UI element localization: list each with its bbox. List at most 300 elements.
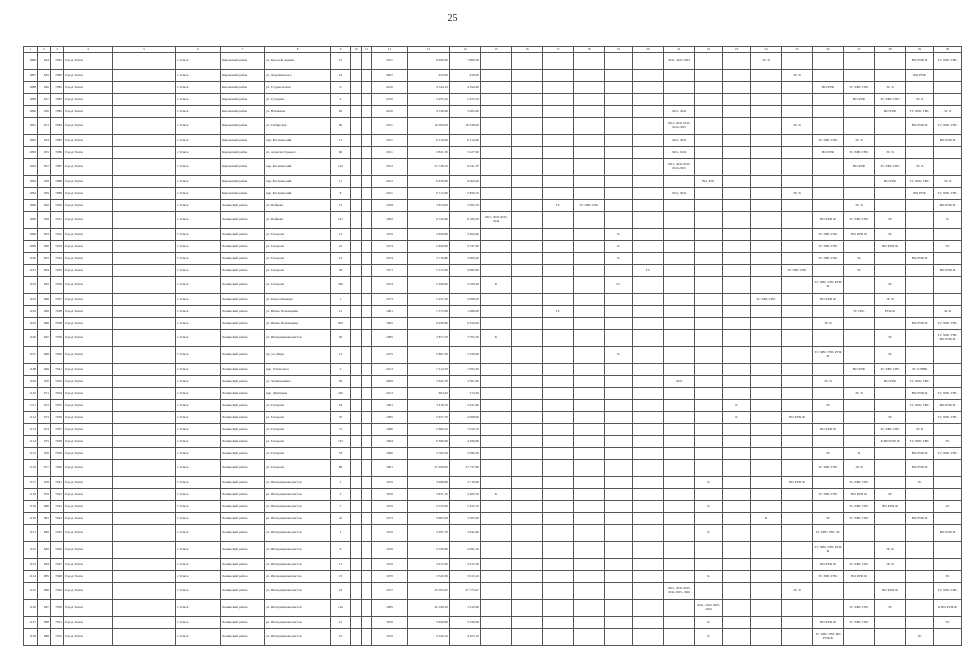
settlement-cell: г. Томск xyxy=(176,265,221,277)
year-cell: 1981 xyxy=(372,400,408,412)
city-cell: Город Томск xyxy=(64,376,113,388)
row-code: 7041 xyxy=(51,364,64,376)
work-type-cell: ЭС Х xyxy=(844,135,875,147)
empty-cell xyxy=(351,135,362,147)
district-cell: Ленинский район xyxy=(221,376,265,388)
table-row xyxy=(24,629,962,646)
district-cell: Ленинский район xyxy=(221,489,265,501)
row-code: 7048 xyxy=(51,571,64,583)
work-type-cell: ЭС xyxy=(875,330,906,347)
work-type-cell xyxy=(481,364,512,376)
work-type-cell xyxy=(512,400,543,412)
city-cell: Город Томск xyxy=(64,436,113,448)
area-cell: 3 628,60 xyxy=(408,229,450,241)
empty-cell xyxy=(351,70,362,82)
work-type-cell xyxy=(481,513,512,525)
work-type-cell: ТС ГВС xyxy=(844,306,875,318)
table-row xyxy=(24,364,962,376)
row-id: 668 xyxy=(38,306,51,318)
row-id: 685 xyxy=(38,571,51,583)
work-type-cell xyxy=(723,318,751,330)
city-cell: Город Томск xyxy=(64,617,113,629)
row-id: 658 xyxy=(38,176,51,188)
work-type-cell xyxy=(605,330,633,347)
work-type-cell xyxy=(906,617,934,629)
year-cell: 2011 xyxy=(372,188,408,200)
area-cell: 5 540,10 xyxy=(408,629,450,646)
row-code: 7040 xyxy=(51,460,64,477)
work-type-cell xyxy=(512,82,543,94)
row-code: 7051 xyxy=(51,617,64,629)
work-type-cell: ТС ХВС ГВС xyxy=(906,436,934,448)
area-cell: 4 544,10 xyxy=(408,82,450,94)
year-cell: 2009 xyxy=(372,376,408,388)
work-type-cell xyxy=(481,617,512,629)
work-type-cell xyxy=(512,118,543,135)
work-type-cell xyxy=(633,583,664,600)
row-code: 7038 xyxy=(51,318,64,330)
work-type-cell xyxy=(512,376,543,388)
year-cell: 1976 xyxy=(372,229,408,241)
work-type-cell xyxy=(664,306,695,318)
empty-cell xyxy=(113,629,176,646)
city-cell: Город Томск xyxy=(64,106,113,118)
street-cell: ул. Говорова xyxy=(265,253,331,265)
work-type-cell xyxy=(751,477,782,489)
table-row xyxy=(24,94,962,106)
work-type-cell: ГС xyxy=(543,200,574,212)
work-type-cell xyxy=(723,364,751,376)
work-type-cell xyxy=(512,94,543,106)
work-type-cell xyxy=(664,200,695,212)
work-type-cell xyxy=(751,571,782,583)
empty-cell xyxy=(113,70,176,82)
work-type-cell: ТС ХВС ГВС xyxy=(875,364,906,376)
work-type-cell xyxy=(512,542,543,559)
empty-cell xyxy=(351,176,362,188)
living-area-cell: 3 463,70 xyxy=(450,489,481,501)
work-type-cell xyxy=(481,135,512,147)
area-cell: 27 299,00 xyxy=(408,460,450,477)
table-row xyxy=(24,118,962,135)
column-number-header: 29 xyxy=(906,47,934,53)
work-type-cell: К xyxy=(695,501,723,513)
row-number: 1106 xyxy=(24,330,38,347)
street-cell: ул. Алексея Горького xyxy=(265,147,331,159)
work-type-cell xyxy=(543,70,574,82)
column-number-header: 2 xyxy=(38,47,51,53)
work-type-cell xyxy=(723,424,751,436)
work-type-cell xyxy=(723,629,751,646)
work-type-cell xyxy=(695,294,723,306)
settlement-cell: г. Томск xyxy=(176,424,221,436)
empty-cell xyxy=(362,617,372,629)
work-type-cell xyxy=(574,265,605,277)
district-cell: Кировский район xyxy=(221,176,265,188)
settlement-cell: г. Томск xyxy=(176,176,221,188)
work-type-cell xyxy=(695,277,723,294)
district-cell: Ленинский район xyxy=(221,364,265,376)
work-type-cell xyxy=(695,200,723,212)
work-type-cell xyxy=(751,241,782,253)
area-cell: 925,00 xyxy=(408,70,450,82)
empty-cell xyxy=(351,94,362,106)
work-type-cell xyxy=(574,159,605,176)
work-type-cell: ЭС К xyxy=(875,294,906,306)
house-cell: 19а xyxy=(331,600,351,617)
row-id: 666 xyxy=(38,294,51,306)
empty-cell xyxy=(113,118,176,135)
column-number-header: 12 xyxy=(372,47,408,53)
row-number: 1088 xyxy=(24,82,38,94)
work-type-cell xyxy=(543,542,574,559)
work-type-cell xyxy=(782,400,813,412)
row-number: 1098 xyxy=(24,229,38,241)
row-id: 659 xyxy=(38,188,51,200)
city-cell: Город Томск xyxy=(64,70,113,82)
year-cell: 1974 xyxy=(372,241,408,253)
work-type-cell xyxy=(543,94,574,106)
row-code: 7082 xyxy=(51,82,64,94)
empty-cell xyxy=(113,525,176,542)
year-cell: 2011 xyxy=(372,135,408,147)
house-cell: 86 xyxy=(331,460,351,477)
row-id: 669 xyxy=(38,364,51,376)
settlement-cell: г. Томск xyxy=(176,277,221,294)
city-cell: Город Томск xyxy=(64,412,113,424)
area-cell: 3 831,10 xyxy=(408,489,450,501)
work-type-cell xyxy=(782,571,813,583)
house-cell: 7а xyxy=(331,424,351,436)
work-type-cell xyxy=(574,106,605,118)
work-type-cell xyxy=(543,513,574,525)
work-type-cell xyxy=(481,448,512,460)
work-type-cell xyxy=(813,388,844,400)
empty-cell xyxy=(351,82,362,94)
column-number-header: 5 xyxy=(113,47,176,53)
city-cell: Город Томск xyxy=(64,501,113,513)
street-cell: ул. Говорова xyxy=(265,448,331,460)
work-type-cell xyxy=(695,460,723,477)
work-type-cell: ВО РУФ xyxy=(844,159,875,176)
empty-cell xyxy=(351,376,362,388)
work-type-cell xyxy=(543,159,574,176)
work-type-cell: К xyxy=(723,412,751,424)
work-type-cell xyxy=(633,525,664,542)
work-type-cell xyxy=(934,277,962,294)
area-cell: 904,20 xyxy=(408,388,450,400)
work-type-cell xyxy=(574,571,605,583)
work-type-cell: ВО РУФ Ф xyxy=(782,477,813,489)
work-type-cell xyxy=(605,424,633,436)
work-type-cell xyxy=(723,159,751,176)
work-type-cell xyxy=(481,82,512,94)
work-type-cell: ТС ХВС ГВС xyxy=(813,229,844,241)
work-type-cell xyxy=(633,200,664,212)
work-type-cell xyxy=(695,241,723,253)
empty-cell xyxy=(113,229,176,241)
living-area-cell: 313,20 xyxy=(450,388,481,400)
work-type-cell: ЭС Х xyxy=(875,147,906,159)
work-type-cell xyxy=(695,94,723,106)
year-cell: 2010 xyxy=(372,94,408,106)
work-type-cell xyxy=(723,525,751,542)
work-type-cell xyxy=(605,188,633,200)
work-type-cell xyxy=(695,400,723,412)
work-type-cell xyxy=(934,364,962,376)
house-cell: 1 xyxy=(331,477,351,489)
work-type-cell xyxy=(875,400,906,412)
district-cell: Кировский район xyxy=(221,118,265,135)
work-type-cell xyxy=(695,135,723,147)
area-cell: 3 640,90 xyxy=(408,617,450,629)
city-cell: Город Томск xyxy=(64,306,113,318)
work-type-cell xyxy=(751,159,782,176)
work-type-cell: ЭС К xyxy=(934,306,962,318)
street-cell: ул. Сибирская xyxy=(265,118,331,135)
work-type-cell xyxy=(782,364,813,376)
work-type-cell xyxy=(512,135,543,147)
work-type-cell: ЭС К xyxy=(813,318,844,330)
house-cell: 3 xyxy=(331,489,351,501)
work-type-cell xyxy=(543,118,574,135)
work-type-cell xyxy=(481,600,512,617)
area-cell: 1 573,00 xyxy=(408,306,450,318)
work-type-cell: ТС ХВС ГВС xyxy=(813,460,844,477)
work-type-cell xyxy=(664,489,695,501)
work-type-cell: ЭС xyxy=(934,617,962,629)
city-cell: Город Томск xyxy=(64,294,113,306)
work-type-cell xyxy=(782,306,813,318)
column-number-header: 13 xyxy=(408,47,450,53)
work-type-cell xyxy=(664,277,695,294)
empty-cell xyxy=(362,559,372,571)
row-code: 7050 xyxy=(51,600,64,617)
work-type-cell: ВО РУФ xyxy=(844,364,875,376)
work-type-cell xyxy=(633,306,664,318)
empty-cell xyxy=(113,600,176,617)
work-type-cell: ТС ХВС ГВС xyxy=(934,53,962,70)
work-type-cell xyxy=(574,629,605,646)
table-row xyxy=(24,318,962,330)
work-type-cell xyxy=(751,525,782,542)
city-cell: Город Томск xyxy=(64,188,113,200)
house-cell: 4 xyxy=(331,94,351,106)
work-type-cell: ЛО1, ЛО2 ЛО3 xyxy=(664,53,695,70)
work-type-cell xyxy=(723,106,751,118)
work-type-cell xyxy=(875,388,906,400)
column-number-header: 26 xyxy=(813,47,844,53)
city-cell: Город Томск xyxy=(64,448,113,460)
work-type-cell xyxy=(844,53,875,70)
area-cell: 5 268,40 xyxy=(408,277,450,294)
empty-cell xyxy=(113,617,176,629)
work-type-cell xyxy=(512,330,543,347)
year-cell: 1976 xyxy=(372,617,408,629)
work-type-cell: ВО РУФ xyxy=(844,94,875,106)
empty-cell xyxy=(351,241,362,253)
work-type-cell: ТС ХВС ГВС xyxy=(934,118,962,135)
work-type-cell xyxy=(633,70,664,82)
table-row xyxy=(24,460,962,477)
area-cell: 2 609,10 xyxy=(408,424,450,436)
work-type-cell xyxy=(664,501,695,513)
street-cell: ул. Интернационалистов xyxy=(265,477,331,489)
work-type-cell xyxy=(605,176,633,188)
work-type-cell: ЭС Х xyxy=(751,53,782,70)
street-cell: ул. Интернационалистов xyxy=(265,583,331,600)
work-type-cell: ТС ХВС ГВС xyxy=(906,176,934,188)
work-type-cell xyxy=(543,147,574,159)
column-number-header: 15 xyxy=(481,47,512,53)
empty-cell xyxy=(351,294,362,306)
work-type-cell xyxy=(574,82,605,94)
work-type-cell xyxy=(813,159,844,176)
work-type-cell xyxy=(543,617,574,629)
row-number: 1120 xyxy=(24,513,38,525)
area-cell: 6 510,00 xyxy=(408,135,450,147)
work-type-cell xyxy=(574,94,605,106)
year-cell: 1976 xyxy=(372,559,408,571)
work-type-cell xyxy=(664,330,695,347)
work-type-cell xyxy=(782,53,813,70)
work-type-cell xyxy=(633,159,664,176)
work-type-cell: ЛО1, ЛО2 xyxy=(664,106,695,118)
row-number: 1093 xyxy=(24,159,38,176)
table-row xyxy=(24,448,962,460)
settlement-cell: г. Томск xyxy=(176,501,221,513)
empty-cell xyxy=(113,265,176,277)
year-cell: 1992 xyxy=(372,212,408,229)
work-type-cell xyxy=(695,448,723,460)
row-id: 672 xyxy=(38,400,51,412)
work-type-cell: ТС ХВС ГВС xyxy=(844,617,875,629)
year-cell: 2011 xyxy=(372,118,408,135)
work-type-cell: ВО РУФ xyxy=(875,106,906,118)
work-type-cell xyxy=(512,53,543,70)
living-area-cell: 3 339,60 xyxy=(450,617,481,629)
work-type-cell xyxy=(481,253,512,265)
work-type-cell xyxy=(605,135,633,147)
work-type-cell xyxy=(782,542,813,559)
work-type-cell: ЭС Х xyxy=(782,118,813,135)
work-type-cell xyxy=(813,53,844,70)
empty-cell xyxy=(113,477,176,489)
work-type-cell xyxy=(782,436,813,448)
table-row xyxy=(24,176,962,188)
work-type-cell xyxy=(751,501,782,513)
city-cell: Город Томск xyxy=(64,94,113,106)
work-type-cell xyxy=(605,600,633,617)
settlement-cell: г. Томск xyxy=(176,241,221,253)
work-type-cell: ЭС xyxy=(906,629,934,646)
table-row xyxy=(24,277,962,294)
house-cell: 36 xyxy=(331,265,351,277)
work-type-cell: ТС ХВС ГВС РУФ Ф xyxy=(813,542,844,559)
work-type-cell: ЭС xyxy=(875,212,906,229)
work-type-cell xyxy=(664,629,695,646)
table-row xyxy=(24,501,962,513)
row-code: 7030 xyxy=(51,200,64,212)
work-type-cell xyxy=(574,229,605,241)
empty-cell xyxy=(113,159,176,176)
row-code: 7036 xyxy=(51,412,64,424)
work-type-cell: ЛО1, ЛО2 ЛО3, ЛО4 ЛО5, ЛО6 xyxy=(664,583,695,600)
work-type-cell xyxy=(906,559,934,571)
settlement-cell: г. Томск xyxy=(176,347,221,364)
work-type-cell xyxy=(875,265,906,277)
empty-cell xyxy=(362,629,372,646)
column-number-header: 14 xyxy=(450,47,481,53)
work-type-cell xyxy=(664,525,695,542)
work-type-cell: ВО РУФ Ф xyxy=(906,388,934,400)
work-type-cell xyxy=(934,347,962,364)
column-number-header: 6 xyxy=(176,47,221,53)
year-cell: 1961 xyxy=(372,306,408,318)
work-type-cell xyxy=(695,106,723,118)
district-cell: Ленинский район xyxy=(221,424,265,436)
work-type-cell xyxy=(481,294,512,306)
work-type-cell xyxy=(633,617,664,629)
work-type-cell xyxy=(695,347,723,364)
area-cell: 3 418,70 xyxy=(408,400,450,412)
district-cell: Ленинский район xyxy=(221,501,265,513)
work-type-cell xyxy=(605,571,633,583)
city-cell: Город Томск xyxy=(64,600,113,617)
empty-cell xyxy=(362,600,372,617)
work-type-cell xyxy=(633,118,664,135)
work-type-cell xyxy=(664,70,695,82)
work-type-cell: ВО РУФ Ф xyxy=(813,559,844,571)
work-type-cell: ЭС Х xyxy=(844,200,875,212)
work-type-cell xyxy=(813,94,844,106)
work-type-cell xyxy=(906,347,934,364)
work-type-cell xyxy=(782,241,813,253)
work-type-cell xyxy=(605,318,633,330)
work-type-cell xyxy=(844,330,875,347)
house-cell: 27 xyxy=(331,53,351,70)
living-area-cell: 6 314,00 xyxy=(450,135,481,147)
area-cell: 3 340,50 xyxy=(408,571,450,583)
work-type-cell xyxy=(751,617,782,629)
street-cell: ул. Говорова xyxy=(265,424,331,436)
work-type-cell xyxy=(695,318,723,330)
work-type-cell xyxy=(574,347,605,364)
work-type-cell xyxy=(751,600,782,617)
work-type-cell: ГС xyxy=(543,306,574,318)
work-type-cell xyxy=(751,489,782,501)
empty-cell xyxy=(362,477,372,489)
district-cell: Кировский район xyxy=(221,53,265,70)
street-cell: ул. Студенческая xyxy=(265,82,331,94)
work-type-cell: ВО РУФ Ф xyxy=(934,200,962,212)
row-id: 678 xyxy=(38,477,51,489)
work-type-cell: ТС ХВС ГВС xyxy=(934,188,962,200)
district-cell: Ленинский район xyxy=(221,306,265,318)
work-type-cell xyxy=(813,265,844,277)
work-type-cell xyxy=(633,53,664,70)
column-number-header: 3 xyxy=(51,47,64,53)
work-type-cell: ТС ХВС ГВС xyxy=(906,400,934,412)
work-type-cell: ВО, РО1 xyxy=(695,176,723,188)
work-type-cell xyxy=(934,542,962,559)
living-area-cell: 6 009,40 xyxy=(450,176,481,188)
work-type-cell: ТС ХВС ГВС xyxy=(875,94,906,106)
row-id: 679 xyxy=(38,489,51,501)
street-cell: ул. Говорова xyxy=(265,460,331,477)
empty-cell xyxy=(351,200,362,212)
empty-cell xyxy=(362,583,372,600)
